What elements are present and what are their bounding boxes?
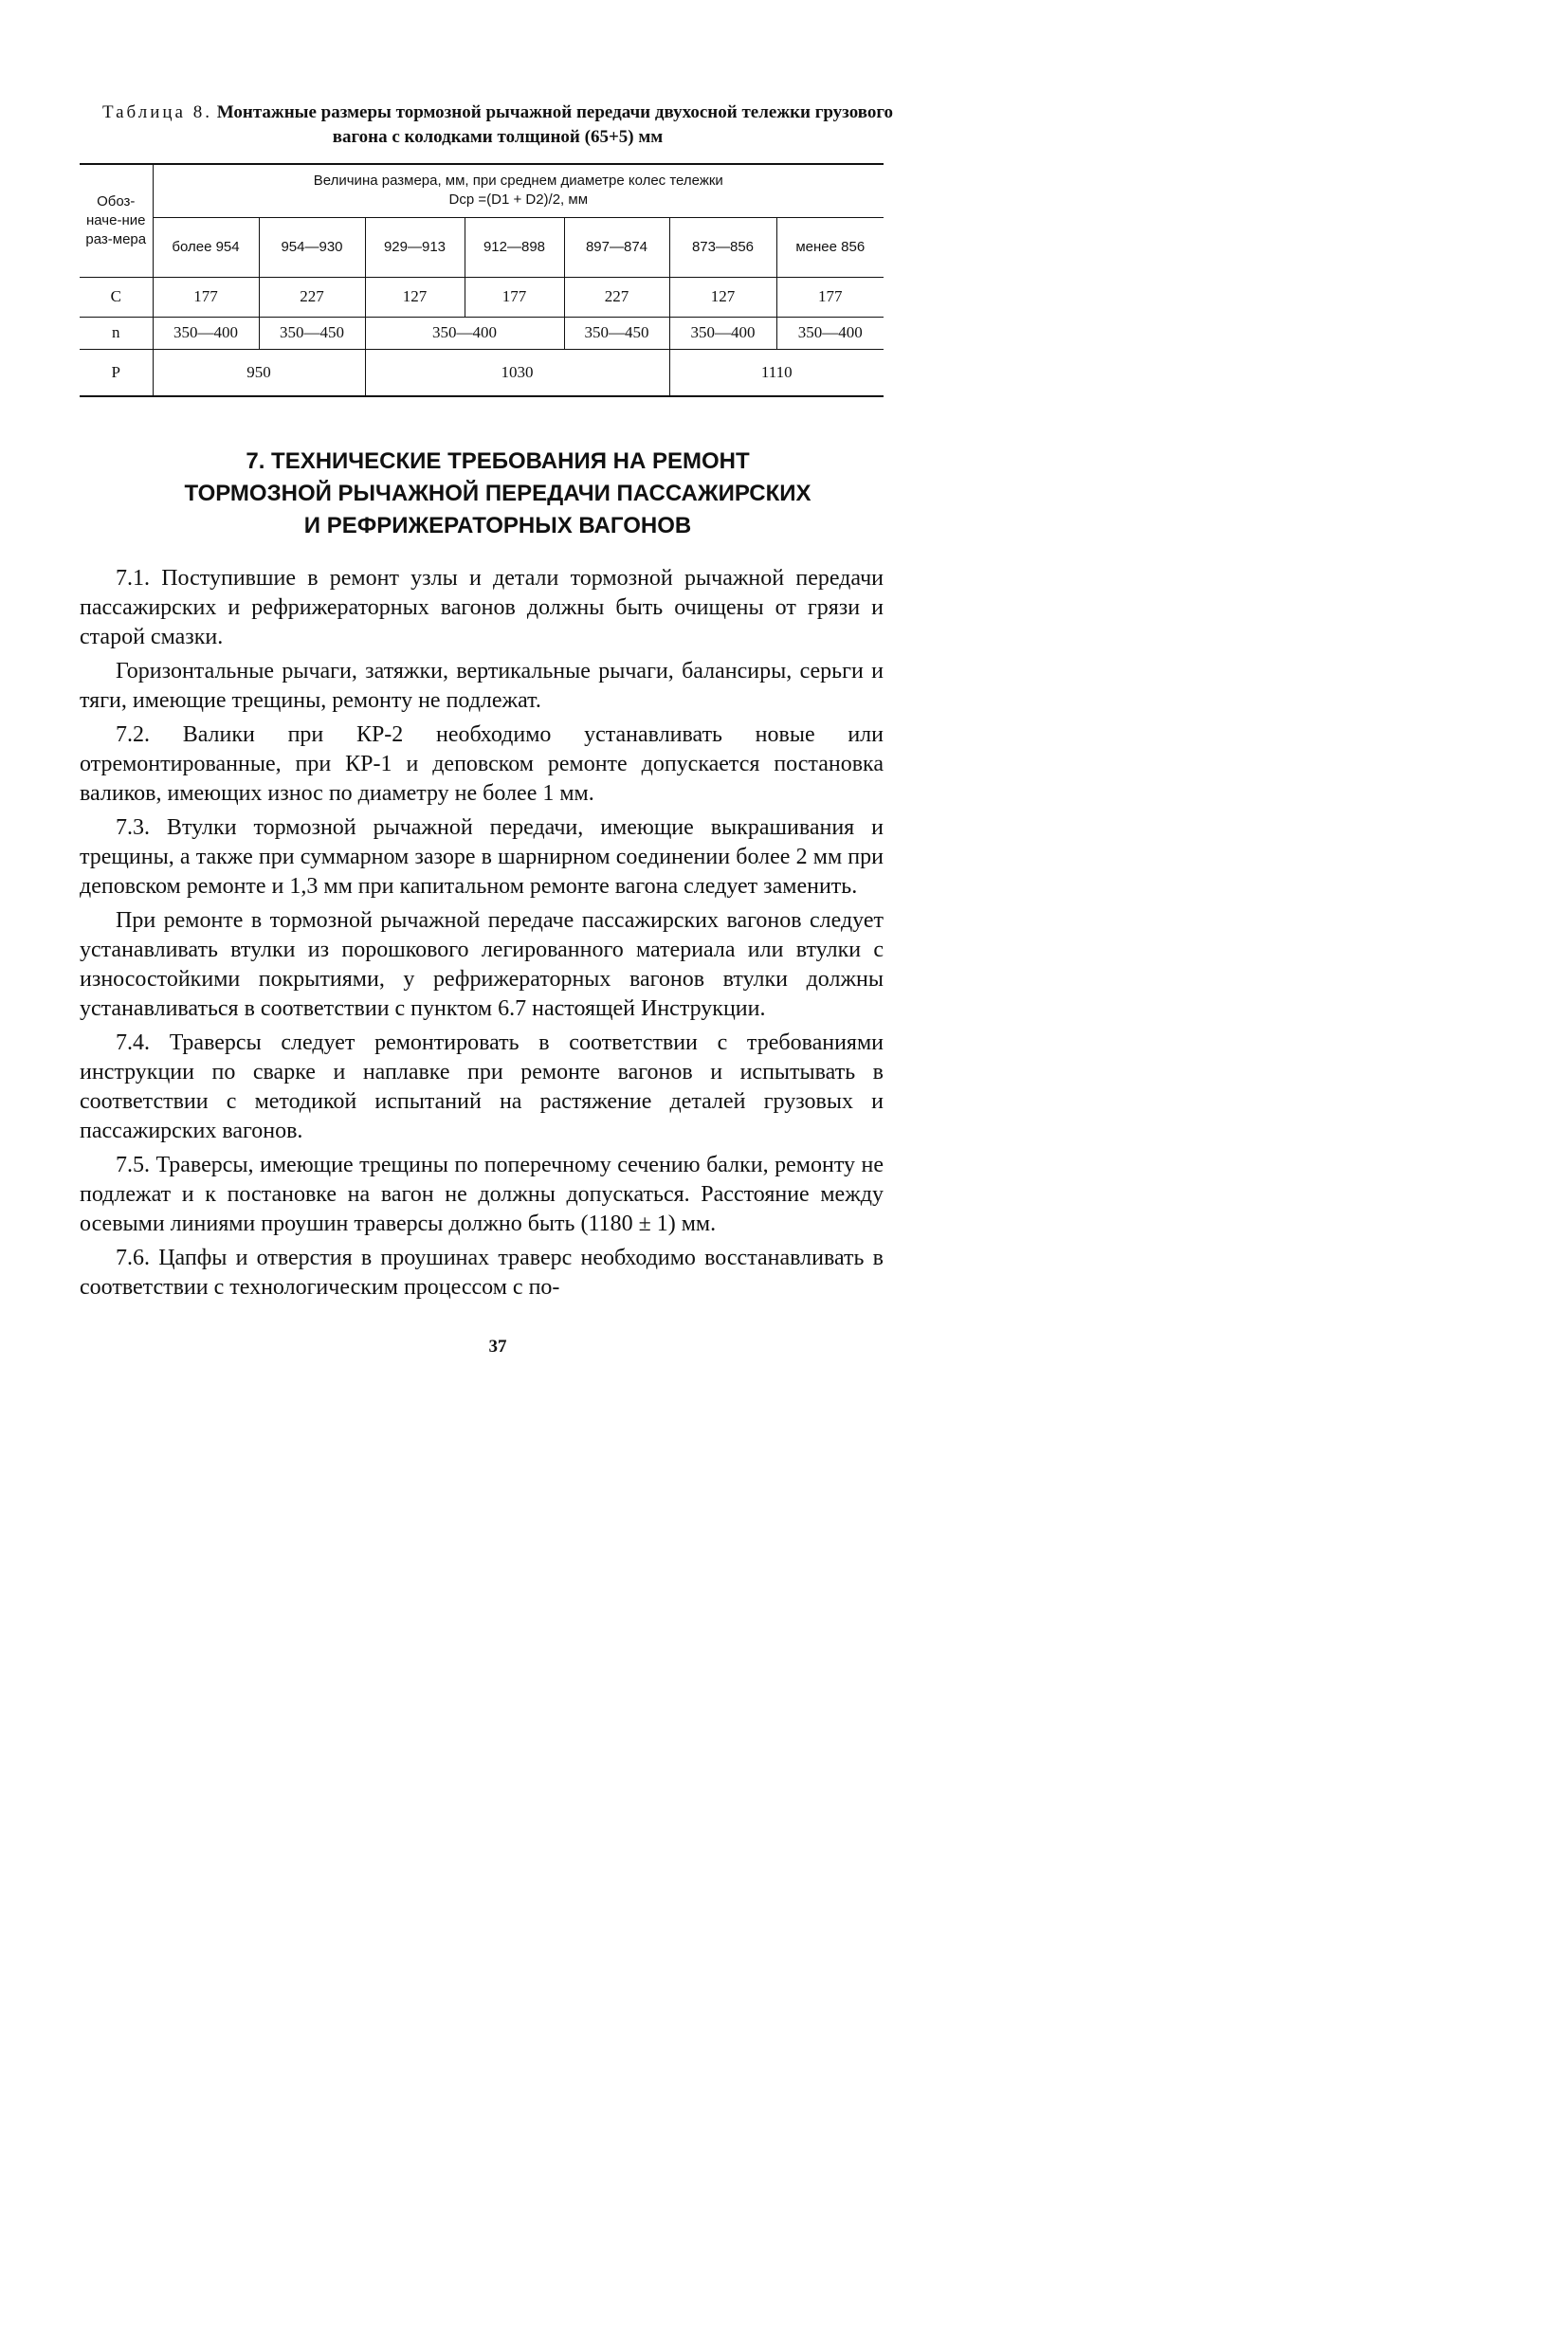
table-cell: 227 xyxy=(259,277,365,317)
paragraph: 7.5. Траверсы, имеющие трещины по поперечному сечению балки, ремонту не подлежат и к постановке на вагон не должны допускаться. Расстояние между осевыми линиями проушин траверсы должно быть (1180 ± 1) мм. xyxy=(80,1153,884,1236)
table-cell: 177 xyxy=(153,277,259,317)
column-header: 954—930 xyxy=(259,217,365,277)
column-header: 897—874 xyxy=(564,217,669,277)
table-cell: 1110 xyxy=(669,349,884,396)
table-cell: 350—450 xyxy=(259,317,365,349)
column-header: 873—856 xyxy=(669,217,776,277)
table-cell: 350—400 xyxy=(153,317,259,349)
section-title xyxy=(85,446,910,542)
section-title-line: 7. ТЕХНИЧЕСКИЕ ТРЕБОВАНИЯ НА РЕМОНТ xyxy=(246,448,750,474)
paragraph: При ремонте в тормозной рычажной передаче пассажирских вагонов следует устанавливать втулки из порошкового легированного материала или втулки с износостойкими покрытиями, у рефрижераторных вагонов втулки должны устанавливаться в соответствии с пунктом 6.7 настоящей Инструкции. xyxy=(80,908,884,1021)
paragraph: 7.6. Цапфы и отверстия в проушинах траверс необходимо восстанавливать в соответствии с технологическим процессом с по- xyxy=(80,1246,884,1300)
row-label: P xyxy=(80,349,153,396)
page-number: 37 xyxy=(488,1337,507,1357)
table-cell: 350—400 xyxy=(669,317,776,349)
table-cell: 177 xyxy=(465,277,564,317)
table-caption xyxy=(85,100,910,150)
column-header: 929—913 xyxy=(365,217,465,277)
section-title-line: ТОРМОЗНОЙ РЫЧАЖНОЙ ПЕРЕДАЧИ ПАССАЖИРСКИХ xyxy=(184,481,811,506)
span-header-line2: Dср =(D1 + D2)/2, мм xyxy=(448,191,589,209)
section-title-line: И РЕФРИЖЕРАТОРНЫХ ВАГОНОВ xyxy=(303,513,692,538)
paragraph: 7.2. Валики при КР-2 необходимо устанавливать новые или отремонтированные, при КР-1 и деповском ремонте допускается постановка валиков, имеющих износ по диаметру не более 1 мм. xyxy=(80,722,884,806)
body-text xyxy=(80,564,884,1307)
table-cell: 1030 xyxy=(365,349,669,396)
stub-header: Обоз-наче-ние раз-мера xyxy=(80,164,153,277)
column-header: 912—898 xyxy=(465,217,564,277)
table-row-p xyxy=(80,349,884,396)
table-cell: 950 xyxy=(153,349,365,396)
column-header: более 954 xyxy=(153,217,259,277)
table-cell: 227 xyxy=(564,277,669,317)
table-cell: 350—450 xyxy=(564,317,669,349)
table-cell: 127 xyxy=(365,277,465,317)
table-cell: 177 xyxy=(776,277,884,317)
table-row-n xyxy=(80,317,884,349)
table-row-c xyxy=(80,277,884,317)
paragraph: 7.4. Траверсы следует ремонтировать в соответствии с требованиями инструкции по сварке и наплавке при ремонте вагонов и испытывать в соответствии с методикой испытаний на растяжение деталей грузовых и пассажирских вагонов. xyxy=(80,1030,884,1143)
span-header-line1: Величина размера, мм, при среднем диаметре колес тележки xyxy=(313,173,723,190)
table-cell: 350—400 xyxy=(776,317,884,349)
row-label: n xyxy=(80,317,153,349)
column-header: менее 856 xyxy=(776,217,884,277)
row-label: C xyxy=(80,277,153,317)
paragraph: Горизонтальные рычаги, затяжки, вертикальные рычаги, балансиры, серьги и тяги, имеющие трещины, ремонту не подлежат. xyxy=(80,659,884,713)
table-cell: 350—400 xyxy=(365,317,564,349)
mounting-sizes-table xyxy=(80,163,884,397)
paragraph: 7.3. Втулки тормозной рычажной передачи, имеющие выкрашивания и трещины, а также при суммарном зазоре в шарнирном соединении более 2 мм при деповском ремонте и 1,3 мм при капитальном ремонте вагона следует заменить. xyxy=(80,815,884,899)
table-caption-title: Монтажные размеры тормозной рычажной передачи двухосной тележки грузового вагона с колодками толщиной (65+5) мм xyxy=(216,102,894,147)
table-cell: 127 xyxy=(669,277,776,317)
paragraph: 7.1. Поступившие в ремонт узлы и детали тормозной рычажной передачи пассажирских и рефрижераторных вагонов должны быть очищены от грязи и старой смазки. xyxy=(80,566,884,649)
table-caption-lead: Таблица 8. xyxy=(101,102,212,122)
span-header xyxy=(153,164,884,217)
